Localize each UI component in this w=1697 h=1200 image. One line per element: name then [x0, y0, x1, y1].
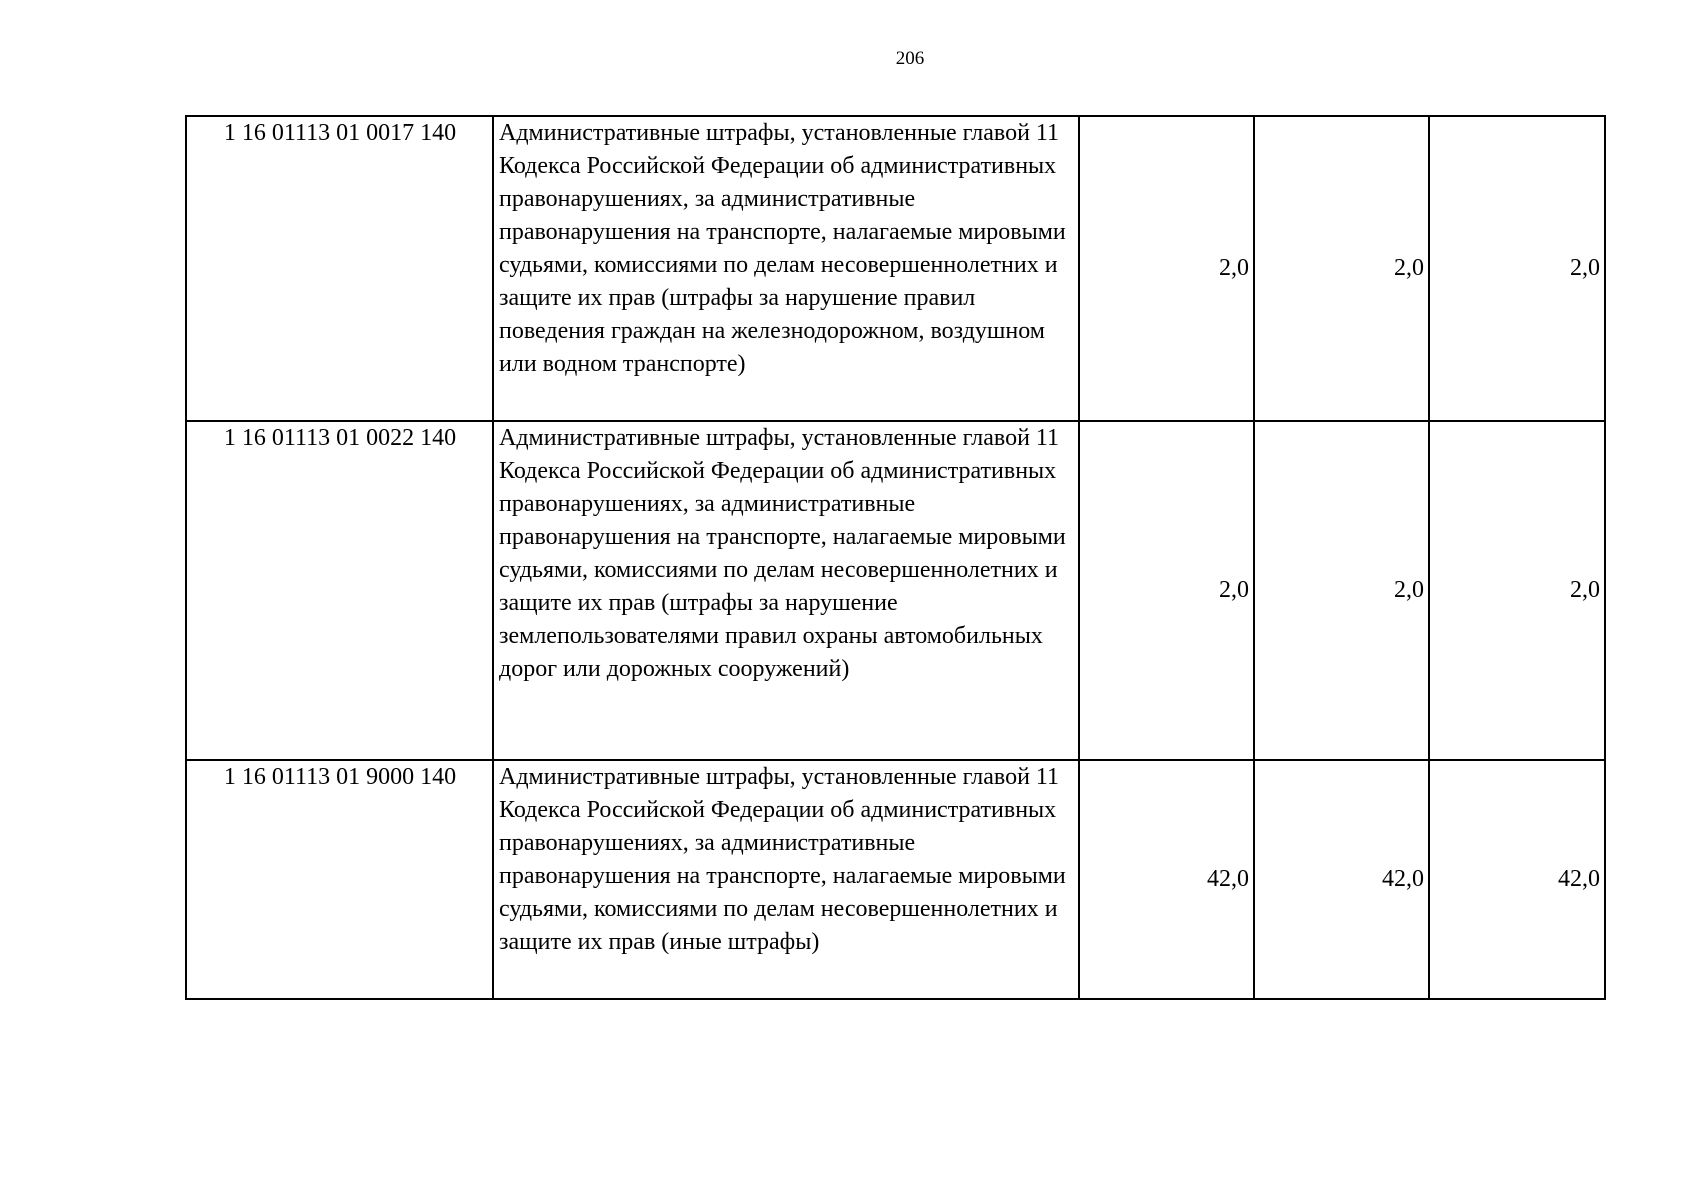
table-row — [186, 116, 1605, 421]
row-code: 1 16 01113 01 0017 140 — [186, 116, 493, 421]
table-row — [186, 421, 1605, 760]
row-description: Административные штрафы, установленные главой 11 Кодекса Российской Федерации об административных правонарушениях, за административные правонарушения на транспорте, налагаемые мировыми судьями, комиссиями по делам несовершеннолетних и защите их прав (иные штрафы) — [493, 760, 1079, 999]
row-value-2: 2,0 — [1254, 116, 1429, 421]
row-description: Административные штрафы, установленные главой 11 Кодекса Российской Федерации об административных правонарушениях, за административные правонарушения на транспорте, налагаемые мировыми судьями, комиссиями по делам несовершеннолетних и защите их прав (штрафы за нарушение землепользователями правил охраны автомобильных дорог или дорожных сооружений) — [493, 421, 1079, 760]
row-value-3: 42,0 — [1429, 760, 1605, 999]
revenue-table — [185, 115, 1606, 1000]
row-value-2: 2,0 — [1254, 421, 1429, 760]
row-value-3: 2,0 — [1429, 421, 1605, 760]
row-value-1: 2,0 — [1079, 116, 1254, 421]
row-code: 1 16 01113 01 0022 140 — [186, 421, 493, 760]
row-value-3: 2,0 — [1429, 116, 1605, 421]
table-row — [186, 760, 1605, 999]
row-code: 1 16 01113 01 9000 140 — [186, 760, 493, 999]
row-value-1: 42,0 — [1079, 760, 1254, 999]
row-description: Административные штрафы, установленные главой 11 Кодекса Российской Федерации об административных правонарушениях, за административные правонарушения на транспорте, налагаемые мировыми судьями, комиссиями по делам несовершеннолетних и защите их прав (штрафы за нарушение правил поведения граждан на железнодорожном, воздушном или водном транспорте) — [493, 116, 1079, 421]
page-number: 206 — [895, 48, 925, 69]
row-value-2: 42,0 — [1254, 760, 1429, 999]
row-value-1: 2,0 — [1079, 421, 1254, 760]
